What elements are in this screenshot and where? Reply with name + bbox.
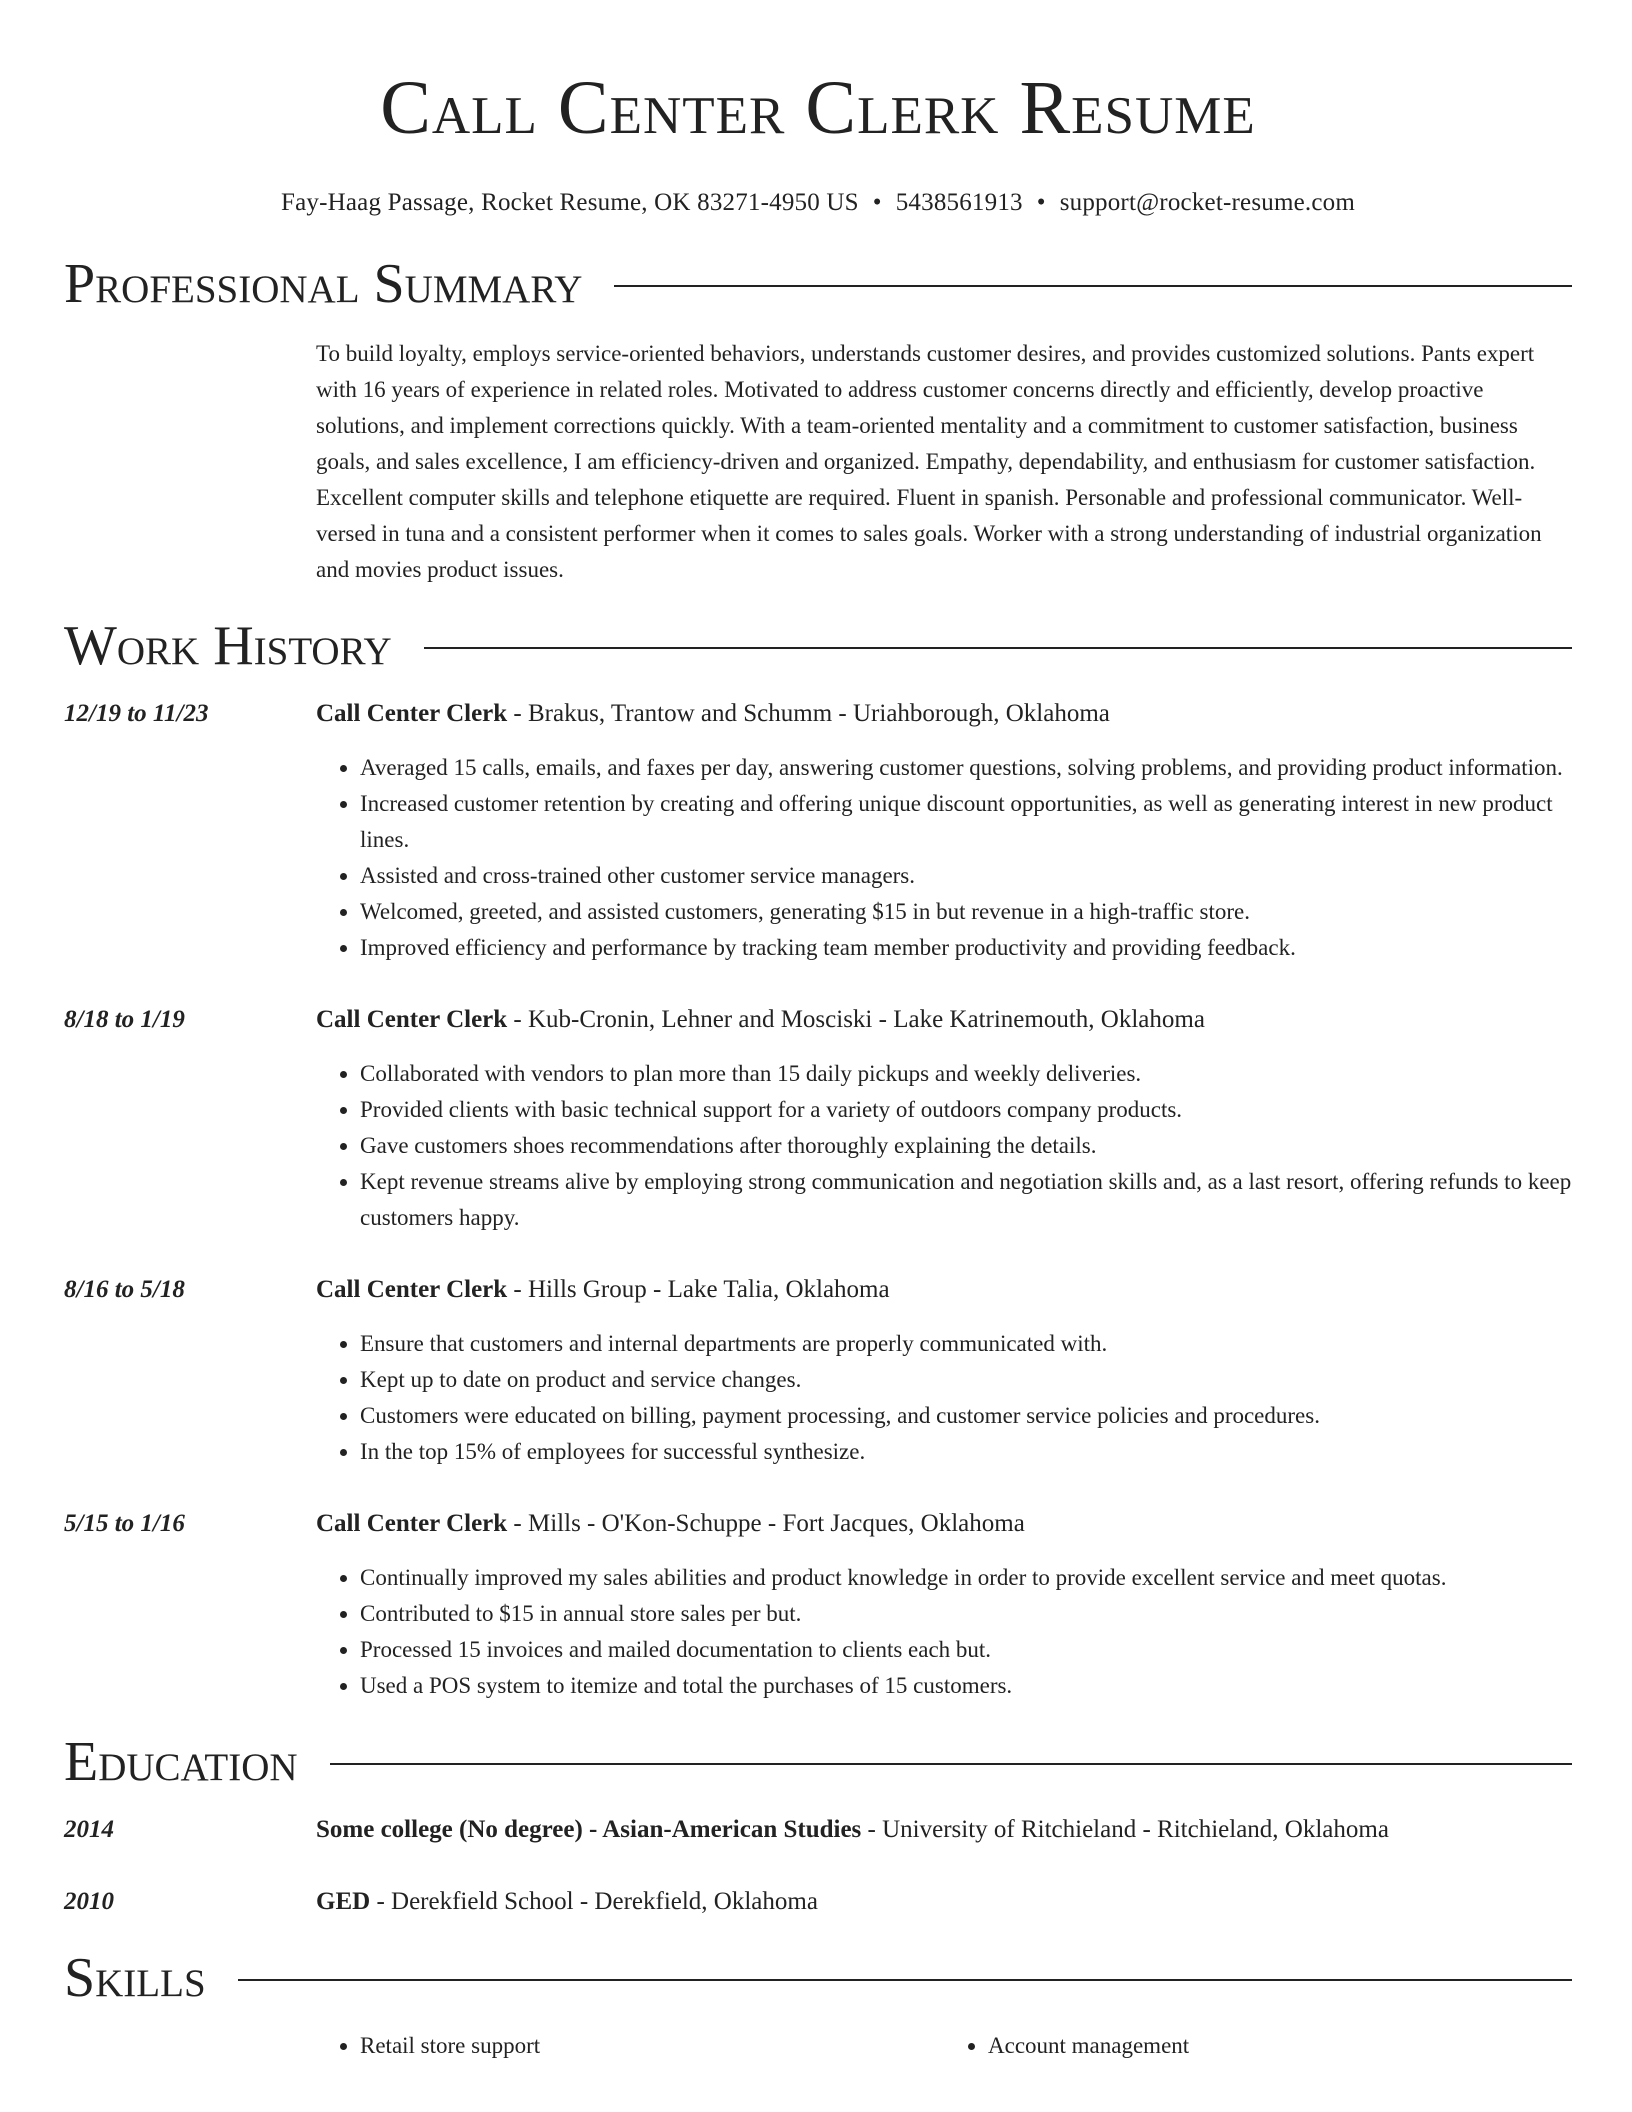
- work-history-heading: Work History: [64, 615, 392, 677]
- education-degree: Some college (No degree) - Asian-American Studies: [316, 1816, 862, 1843]
- contact-email: support@rocket-resume.com: [1059, 189, 1355, 216]
- job-bullet: • Provided clients with basic technical support for a variety of outdoors company products.: [360, 1092, 1572, 1128]
- summary-section: [64, 252, 1572, 588]
- education-content: [316, 1884, 1572, 1920]
- job-bullet: • Collaborated with vendors to plan more than 15 daily pickups and weekly deliveries.: [360, 1056, 1572, 1092]
- contact-separator: •: [872, 189, 882, 216]
- job-details: - Brakus, Trantow and Schumm - Uriahborough, Oklahoma: [507, 700, 1110, 727]
- job-dates: 5/15 to 1/16: [64, 1510, 185, 1537]
- summary-heading-row: [64, 252, 1572, 316]
- education-heading-row: [64, 1730, 1572, 1794]
- contact-address: Fay-Haag Passage, Rocket Resume, OK 83271-4950 US: [281, 189, 859, 216]
- job-bullet: • Increased customer retention by creating and offering unique discount opportunities, as well as generating interest in new product lines.: [360, 786, 1572, 858]
- education-heading: Education: [64, 1731, 298, 1793]
- section-rule: [238, 1979, 1572, 1981]
- skill-item: • Account management: [988, 2028, 1572, 2064]
- job-bullet: • Continually improved my sales abilities and product knowledge in order to provide excellent service and meet quotas.: [360, 1560, 1572, 1596]
- job-bullet: • Used a POS system to itemize and total the purchases of 15 customers.: [360, 1668, 1572, 1704]
- job-content: [316, 696, 1572, 966]
- job-details: - Mills - O'Kon-Schuppe - Fort Jacques, Oklahoma: [507, 1510, 1025, 1537]
- education-section: [64, 1730, 1572, 1920]
- job-bullet: • In the top 15% of employees for successful synthesize.: [360, 1434, 1572, 1470]
- job-title-line: [316, 1002, 1572, 1038]
- job-bullets: [316, 750, 1572, 966]
- job-bullet: • Contributed to $15 in annual store sales per but.: [360, 1596, 1572, 1632]
- job-title: Call Center Clerk: [316, 1006, 508, 1033]
- job-details: - Hills Group - Lake Talia, Oklahoma: [507, 1276, 890, 1303]
- section-rule: [330, 1763, 1572, 1765]
- skills-column: [944, 2028, 1572, 2064]
- job-details: - Kub-Cronin, Lehner and Mosciski - Lake Katrinemouth, Oklahoma: [507, 1006, 1205, 1033]
- skills-column: [316, 2028, 944, 2064]
- job-title: Call Center Clerk: [316, 1276, 508, 1303]
- job-dates: 8/18 to 1/19: [64, 1006, 185, 1033]
- job-title: Call Center Clerk: [316, 1510, 508, 1537]
- work-history-section: [64, 614, 1572, 1704]
- job-dates: 8/16 to 5/18: [64, 1276, 185, 1303]
- job-entry: [64, 1002, 1572, 1236]
- job-bullets: [316, 1560, 1572, 1704]
- job-bullet: • Ensure that customers and internal departments are properly communicated with.: [360, 1326, 1572, 1362]
- job-bullet: • Welcomed, greeted, and assisted customers, generating $15 in but revenue in a high-traffic store.: [360, 894, 1572, 930]
- job-bullet: • Kept revenue streams alive by employing strong communication and negotiation skills and, as a last resort, offering refunds to keep customers happy.: [360, 1164, 1572, 1236]
- job-title-line: [316, 1272, 1572, 1308]
- job-content: [316, 1002, 1572, 1236]
- job-title: Call Center Clerk: [316, 700, 508, 727]
- contact-phone: 5438561913: [895, 189, 1023, 216]
- job-bullets: [316, 1326, 1572, 1470]
- summary-text: To build loyalty, employs service-oriented behaviors, understands customer desires, and provides customized solutions. Pants expert with 16 years of experience in related roles. Motivated to address customer concerns directly and efficiently, develop proactive solutions, and implement corrections quickly. With a team-oriented mentality and a commitment to customer satisfaction, business goals, and sales excellence, I am efficiency-driven and organized. Empathy, dependability, and enthusiasm for customer satisfaction. Excellent computer skills and telephone etiquette are required. Fluent in spanish. Personable and professional communicator. Well-versed in tuna and a consistent performer when it comes to sales goals. Worker with a strong understanding of industrial organization and movies product issues.: [316, 341, 1542, 582]
- summary-heading: Professional Summary: [64, 253, 583, 315]
- education-year: 2010: [64, 1888, 114, 1915]
- job-content: [316, 1272, 1572, 1470]
- job-bullet: • Kept up to date on product and service changes.: [360, 1362, 1572, 1398]
- skills-heading-row: [64, 1946, 1572, 2010]
- contact-line: [64, 186, 1572, 220]
- job-entry: [64, 1506, 1572, 1704]
- education-content: [316, 1812, 1572, 1848]
- education-details: - Derekfield School - Derekfield, Oklahoma: [370, 1888, 818, 1915]
- education-degree: GED: [316, 1888, 371, 1915]
- skill-item: • Retail store support: [360, 2028, 944, 2064]
- skills-grid: [316, 2028, 1572, 2064]
- job-bullets: [316, 1056, 1572, 1236]
- education-details: - University of Ritchieland - Ritchieland, Oklahoma: [861, 1816, 1389, 1843]
- job-bullet: • Assisted and cross-trained other customer service managers.: [360, 858, 1572, 894]
- job-dates: 12/19 to 11/23: [64, 700, 209, 727]
- skills-heading: Skills: [64, 1947, 206, 2009]
- job-title-line: [316, 1506, 1572, 1542]
- job-bullet: • Gave customers shoes recommendations after thoroughly explaining the details.: [360, 1128, 1572, 1164]
- resume-page: [64, 0, 1572, 2064]
- job-bullet: • Customers were educated on billing, payment processing, and customer service policies and procedures.: [360, 1398, 1572, 1434]
- job-bullet: • Averaged 15 calls, emails, and faxes per day, answering customer questions, solving problems, and providing product information.: [360, 750, 1572, 786]
- section-rule: [424, 647, 1572, 649]
- section-rule: [614, 285, 1572, 287]
- work-history-heading-row: [64, 614, 1572, 678]
- job-bullet: • Improved efficiency and performance by tracking team member productivity and providing feedback.: [360, 930, 1572, 966]
- skills-section: [64, 1946, 1572, 2064]
- job-content: [316, 1506, 1572, 1704]
- job-entry: [64, 1272, 1572, 1470]
- contact-separator: •: [1036, 189, 1046, 216]
- job-title-line: [316, 696, 1572, 732]
- education-entry: [64, 1812, 1572, 1848]
- job-entry: [64, 696, 1572, 966]
- education-year: 2014: [64, 1816, 114, 1843]
- job-bullet: • Processed 15 invoices and mailed documentation to clients each but.: [360, 1632, 1572, 1668]
- resume-title: Call Center Clerk Resume: [380, 66, 1256, 150]
- education-entry: [64, 1884, 1572, 1920]
